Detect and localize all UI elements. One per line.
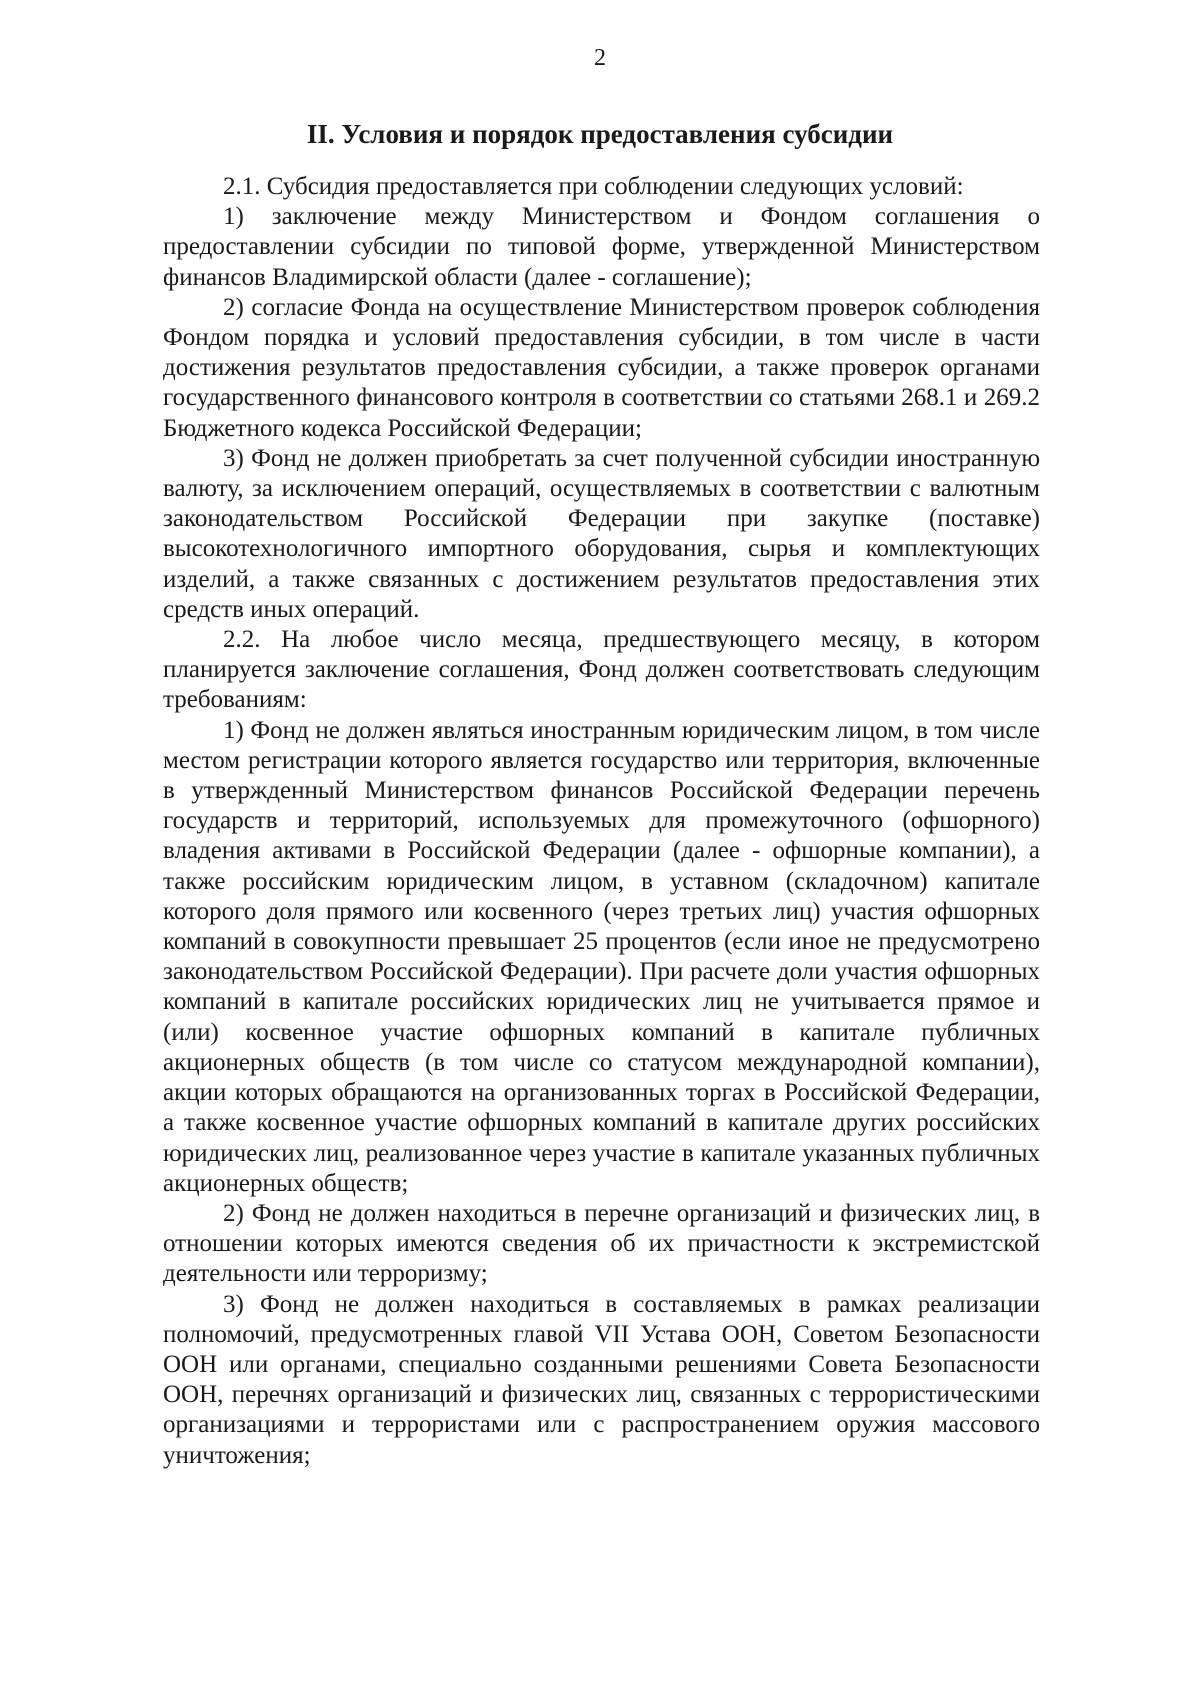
paragraph-2-2-item-1: 1) Фонд не должен являться иностранным юридическим лицом, в том числе местом регистрации которого является государство или территория, включенные в утвержденный Министерством финансов Российской Федерации перечень государств и территорий, используемых для промежуточного (офшорного) владения активами в Российской Федерации (далее - офшорные компании), а также российским юридическим лицом, в уставном (складочном) капитале которого доля прямого или косвенного (через третьих лиц) участия офшорных компаний в совокупности превышает 25 процентов (если иное не предусмотрено законодательством Российской Федерации). При расчете доли участия офшорных компаний в капитале российских юридических лиц не учитывается прямое и (или) косвенное участие офшорных компаний в капитале публичных акционерных обществ (в том числе со статусом международной компании), акции которых обращаются на организованных торгах в Российской Федерации, а также косвенное участие офшорных компаний в капитале других российских юридических лиц, реализованное через участие в капитале указанных публичных акционерных обществ; [163,716,1040,1197]
paragraph-2-2-item-2: 2) Фонд не должен находиться в перечне организаций и физических лиц, в отношении которых имеются сведения об их причастности к экстремистской деятельности или терроризму; [163,1199,1040,1288]
paragraph-2-1-item-2: 2) согласие Фонда на осуществление Министерством проверок соблюдения Фондом порядка и условий предоставления субсидии, в том числе в части достижения результатов предоставления субсидии, а также проверок органами государственного финансового контроля в соответствии со статьями 268.1 и 269.2 Бюджетного кодекса Российской Федерации; [163,293,1040,442]
paragraph-2-2: 2.2. На любое число месяца, предшествующего месяцу, в котором планируется заключение соглашения, Фонд должен соответствовать следующим требованиям: [163,626,1040,714]
paragraph-2-1-item-1: 1) заключение между Министерством и Фондом соглашения о предоставлении субсидии по типовой форме, утвержденной Министерством финансов Владимирской области (далее - соглашение); [163,203,1040,291]
paragraph-2-1-item-3: 3) Фонд не должен приобретать за счет полученной субсидии иностранную валюту, за исключением операций, осуществляемых в соответствии с валютным законодательством Российской Федерации при закупке (поставке) высокотехнологичного импортного оборудования, сырья и комплектующих изделий, а также связанных с достижением результатов предоставления этих средств иных операций. [163,444,1040,623]
paragraph-2-1: 2.1. Субсидия предоставляется при соблюдении следующих условий: [223,173,964,200]
page-number: 2 [594,45,606,71]
section-title: II. Условия и порядок предоставления субсидии [306,119,894,149]
document-body [163,172,1040,1471]
paragraph-2-2-item-3: 3) Фонд не должен находиться в составляемых в рамках реализации полномочий, предусмотренных главой VII Устава ООН, Советом Безопасности ООН или органами, специально созданными решениями Совета Безопасности ООН, перечнях организаций и физических лиц, связанных с террористическими организациями и террористами или с распространением оружия массового уничтожения; [163,1290,1040,1469]
